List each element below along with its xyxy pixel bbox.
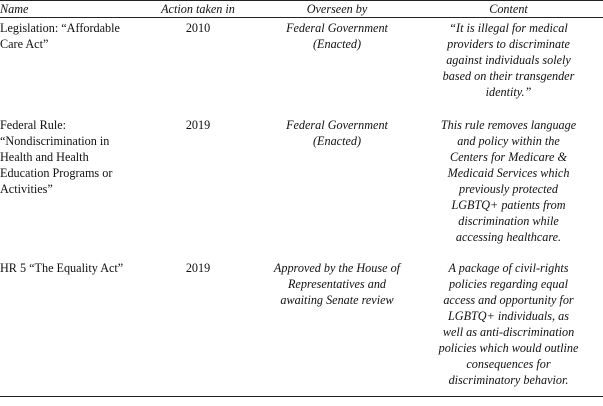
- header-overseen-by: Overseen by: [306, 2, 368, 16]
- row-year: 2019: [185, 261, 211, 275]
- table-bottom-rule: [0, 396, 603, 397]
- row-year: 2019: [185, 118, 211, 132]
- header-rule: [0, 17, 603, 18]
- row-content: This rule removes language and policy within the Centers for Medicare & Medicaid Services which previously protected LGBTQ+ patients from discrimination while accessing healthcare.: [440, 118, 577, 244]
- row-year: 2010: [185, 21, 211, 35]
- row-overseen-by: Approved by the House of Representatives and awaiting Senate review: [273, 261, 401, 307]
- row-content: “It is illegal for medical providers to discriminate against individuals solely based on their transgender identity.”: [442, 21, 575, 99]
- row-name: Federal Rule: “Nondiscrimination in Health and Health Education Programs or Activities”: [0, 118, 113, 196]
- row-overseen-by: Federal Government (Enacted): [286, 21, 388, 51]
- row-overseen-by: Federal Government (Enacted): [286, 118, 388, 148]
- row-content: A package of civil-rights policies regarding equal access and opportunity for LGBTQ+ individuals, as well as anti-discrimination policies which would outline consequences for discriminatory behavior.: [438, 261, 579, 387]
- row-name: HR 5 “The Equality Act”: [0, 261, 124, 275]
- header-content: Content: [489, 2, 528, 16]
- row-name: Legislation: “Affordable Care Act”: [0, 21, 120, 51]
- header-action-taken-in: Action taken in: [161, 2, 235, 16]
- header-name: Name: [0, 2, 29, 16]
